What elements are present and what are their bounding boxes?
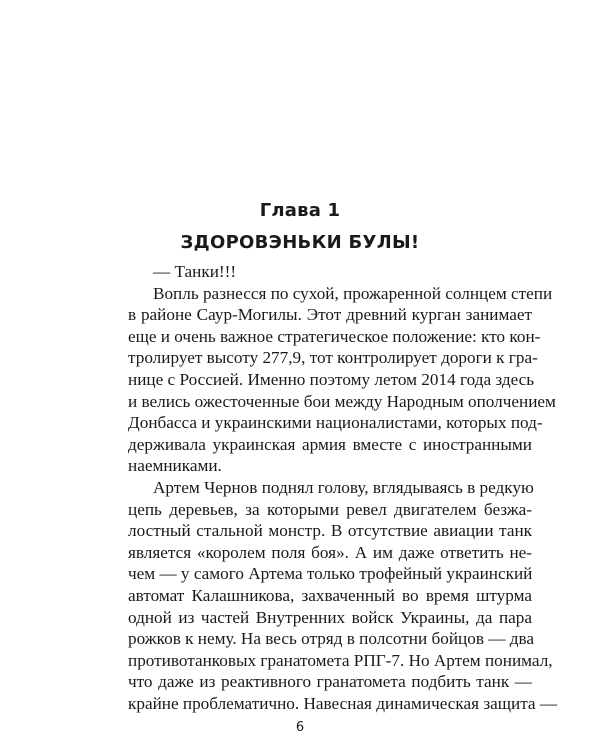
text-line: лостный стальной монстр. В отсутствие авиации танк [128, 521, 532, 541]
text-line: Вопль разнесся по сухой, прожаренной солнцем степи [153, 283, 553, 303]
chapter-number: Глава 1 [259, 200, 341, 221]
text-line: автомат Калашникова, захваченный во время штурма [128, 586, 532, 605]
text-line: еще и очень важное стратегическое положение: кто кон- [128, 326, 541, 346]
text-line: цепь деревьев, за которыми ревел двигателем безжа- [128, 499, 532, 519]
text-line: наемниками. [128, 456, 222, 476]
text-line: — Танки!!! [153, 262, 237, 281]
text-line: является «королем поля боя». А им даже ответить не- [128, 542, 532, 562]
text-line: тролирует высоту 277,9, тот контролирует дороги к гра- [128, 348, 538, 368]
chapter-title: ЗДОРОВЭНЬКИ БУЛЫ! [180, 232, 420, 253]
text-line: и велись ожесточенные бои между Народным ополчением [128, 391, 556, 411]
text-line: нице с Россией. Именно поэтому летом 2014 года здесь [128, 370, 535, 389]
text-line: Артем Чернов поднял голову, вглядываясь в редкую [153, 478, 534, 497]
text-line: крайне проблематично. Навесная динамическая защита — [128, 694, 558, 713]
text-line: рожков к нему. На весь отряд в полсотни бойцов — два [128, 629, 534, 649]
text-line: чем — у самого Артема только трофейный украинский [128, 564, 533, 584]
text-line: противотанковых гранатомета РПГ-7. Но Артем понимал, [128, 650, 553, 670]
text-line: что даже из реактивного гранатомета подбить танк — [128, 672, 532, 692]
page-number: 6 [295, 719, 305, 735]
text-line: одной из частей Внутренних войск Украины, да пара [128, 607, 532, 627]
text-line: держивала украинская армия вместе с иностранными [128, 434, 532, 454]
text-line: в районе Саур-Могилы. Этот древний курган занимает [128, 305, 532, 325]
text-line: Донбасса и украинскими националистами, которых под- [128, 413, 543, 433]
